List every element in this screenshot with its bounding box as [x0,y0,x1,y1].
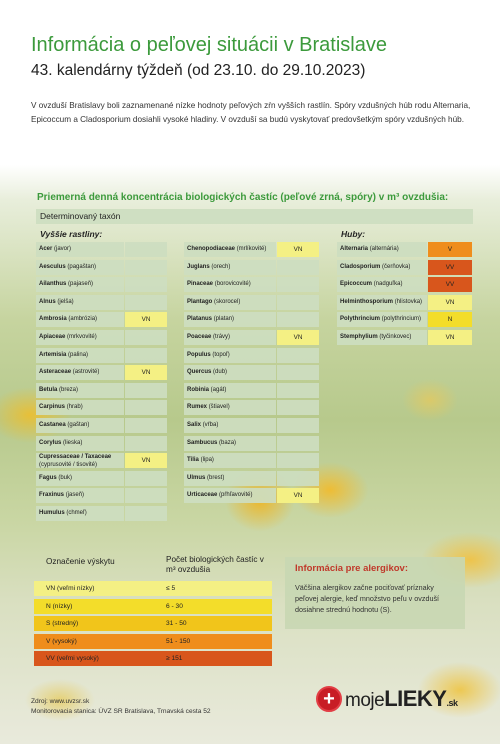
taxon-latin-name: Poaceae [187,333,212,340]
taxon-latin-name: Polythrincium [340,316,381,323]
taxon-name-cell [184,365,276,380]
legend-level-label: N (nízky) [46,602,73,610]
taxon-row [184,418,319,433]
concentration-level-cell: VV [428,277,472,292]
taxon-local-name: (mrlíkovité) [236,246,267,252]
taxon-row [184,242,319,257]
taxon-latin-name: Betula [39,386,58,393]
taxon-local-name: (brest) [207,474,225,481]
taxon-name-cell [36,383,124,398]
concentration-level-cell [125,436,167,451]
taxon-row [36,418,167,433]
taxon-row [184,312,319,327]
logo-part-3: .sk [446,698,458,708]
taxon-name-cell [184,330,276,345]
taxon-latin-name: Ambrosia [39,316,67,323]
taxon-name-cell [184,348,276,363]
taxon-name-cell [184,295,276,310]
concentration-level-cell [125,260,167,275]
taxon-row [184,400,319,415]
taxon-latin-name: Helminthosporium [340,298,394,305]
taxon-latin-name: Alnus [39,298,56,305]
taxon-name-cell [36,260,124,275]
taxon-local-name: (ambrózia) [68,316,98,323]
taxon-name-cell [184,400,276,415]
taxon-name-cell [184,260,276,275]
taxon-local-name: (alternária) [369,246,399,252]
concentration-level-cell [277,471,319,486]
logo-part-1: moje [345,690,385,711]
taxon-local-name: (chmeľ) [66,509,87,516]
taxon-name-cell [36,330,124,345]
taxon-local-name: (orech) [211,263,231,270]
table-title: Priemerná denná koncentrácia biologických častíc (peľové zrná, spóry) v m³ ovzdušia: [37,192,449,203]
taxon-local-name: (polythrincium) [381,316,422,323]
taxon-latin-name: Sambucus [187,439,218,446]
mojelieky-logo [316,684,458,714]
taxon-name-cell [36,471,124,486]
taxon-row [36,242,167,257]
taxon-row [184,260,319,275]
taxon-local-name: (štiavel) [208,404,230,411]
concentration-level-cell: VN [428,330,472,345]
taxon-name-cell [337,295,427,310]
taxon-row [36,330,167,345]
taxon-latin-name: Cladosporium [340,263,381,270]
taxon-latin-name: Fraxinus [39,492,65,499]
concentration-level-cell [277,348,319,363]
taxon-name-cell [36,295,124,310]
taxon-local-name: (borovicovité) [214,281,251,288]
legend-header-label: Označenie výskytu [46,557,115,566]
taxon-name-cell [36,277,124,292]
medical-cross-icon: + [316,686,342,712]
taxon-row [184,277,319,292]
legend-row [34,581,272,596]
taxon-latin-name: Chenopodiaceae [187,246,236,252]
concentration-level-cell [277,453,319,468]
taxon-latin-name: Apiaceae [39,333,66,340]
taxon-row [184,383,319,398]
concentration-level-cell [125,330,167,345]
page-title: Informácia o peľovej situácii v Bratislave [31,34,387,56]
taxon-latin-name: Cupressaceae / Taxaceae [39,454,112,461]
taxon-row [337,295,472,310]
taxon-name-cell [36,453,124,468]
group-heading-fungi: Huby: [341,229,366,239]
concentration-level-cell [277,312,319,327]
concentration-level-cell [125,242,167,257]
taxon-latin-name: Epicoccum [340,281,373,288]
taxon-row [36,488,167,503]
concentration-level-cell: VV [428,260,472,275]
taxon-latin-name: Salix [187,421,202,428]
taxon-latin-name: Artemisia [39,351,67,358]
concentration-level-cell: VN [125,312,167,327]
taxon-name-cell [184,453,276,468]
taxon-latin-name: Corylus [39,439,62,446]
taxon-name-cell [337,312,427,327]
taxon-name-cell [184,383,276,398]
allergy-info-text: Väčšina alergikov začne pociťovať príznaky peľovej alergie, keď množstvo peľu v ovzduší dosiahne strednú hodnotu (S). [295,583,440,614]
taxon-local-name: (mrkvovité) [67,333,97,340]
taxon-name-cell [184,436,276,451]
taxon-local-name: (pagaštan) [67,263,97,270]
taxon-name-cell [337,260,427,275]
taxon-latin-name: Carpinus [39,404,66,411]
source-line: Zdroj: www.uvzsr.sk [31,698,90,705]
taxon-latin-name: Stemphylium [340,333,378,340]
concentration-level-cell: VN [277,330,319,345]
legend-level-label: VN (veľmi nízky) [46,585,95,592]
taxon-name-cell [184,312,276,327]
taxon-name-cell [36,400,124,415]
group-heading-plants: Vyššie rastliny: [40,229,103,239]
taxon-latin-name: Plantago [187,298,213,305]
taxon-local-name: (javor) [54,246,72,252]
legend-row [34,651,272,666]
legend-rows [34,581,272,666]
legend-row [34,599,272,614]
taxon-column-fungi [337,242,472,348]
legend-row [34,634,272,649]
taxon-row [36,453,167,468]
taxon-latin-name: Populus [187,351,211,358]
concentration-level-cell [277,365,319,380]
taxon-row [184,488,319,503]
taxon-local-name: (čerňovka) [382,263,411,270]
concentration-level-cell: VN [277,488,319,503]
taxon-row [36,295,167,310]
taxon-row [36,383,167,398]
concentration-level-cell [277,400,319,415]
taxon-name-cell [337,330,427,345]
taxon-column-plants-2 [184,242,319,506]
taxon-row [337,260,472,275]
taxon-row [184,295,319,310]
concentration-level-cell [125,488,167,503]
legend-level-range: 6 - 30 [166,602,183,610]
concentration-level-cell [277,295,319,310]
taxon-row [36,471,167,486]
taxon-name-cell [184,488,276,503]
logo-part-2: LIEKY [384,686,447,711]
taxon-local-name: (dub) [213,369,228,376]
taxon-latin-name: Platanus [187,316,213,323]
taxon-row [36,506,167,521]
taxon-latin-name: Ailanthus [39,281,67,288]
legend-level-range: 31 - 50 [166,620,187,628]
concentration-level-cell: VN [277,242,319,257]
taxon-local-name: (gaštan) [67,421,90,428]
taxon-name-cell [184,242,276,257]
legend-level-range: ≤ 5 [166,585,176,592]
taxon-latin-name: Quercus [187,369,212,376]
taxon-row [337,330,472,345]
taxon-row [36,277,167,292]
taxon-row [36,260,167,275]
taxon-row [184,471,319,486]
legend-level-label: S (stredný) [46,620,79,628]
logo-wordmark [345,686,458,712]
taxon-row [337,277,472,292]
taxon-latin-name: Ulmus [187,474,206,481]
taxon-latin-name: Juglans [187,263,210,270]
taxon-local-name: (trávy) [213,333,231,340]
concentration-level-cell [125,400,167,415]
taxon-latin-name: Aesculus [39,263,66,270]
concentration-level-cell [125,277,167,292]
taxon-local-name: (pajaseň) [68,281,94,288]
concentration-level-cell: VN [125,453,167,468]
taxon-row [36,436,167,451]
taxon-local-name: (jaseň) [65,492,85,499]
taxon-local-name: (vŕba) [202,421,219,428]
taxon-latin-name: Humulus [39,509,65,516]
concentration-level-cell: VN [428,295,472,310]
taxon-latin-name: Robinia [187,386,209,393]
taxon-local-name: (baza) [219,439,237,446]
legend-header-count: Počet biologických častíc v m³ ovzdušia [166,555,264,574]
taxon-local-name: (breza) [59,386,79,393]
concentration-level-cell [277,277,319,292]
taxon-latin-name: Fagus [39,474,57,481]
taxon-local-name: (lieska) [63,439,83,446]
concentration-level-cell [125,418,167,433]
taxon-local-name: (hrab) [66,404,83,411]
legend-level-label: VV (veľmi vysoký) [46,655,99,663]
taxon-local-name: (astrovité) [72,369,100,376]
legend-level-range: ≥ 151 [166,655,183,663]
taxon-name-cell [36,418,124,433]
taxon-name-cell [184,471,276,486]
legend-header [34,551,272,581]
legend-table [34,551,272,669]
taxon-latin-name: Pinaceae [187,281,214,288]
taxon-local-name: (platan) [213,316,235,323]
taxon-name-cell [36,506,124,521]
taxon-name-cell [36,488,124,503]
taxon-name-cell [36,348,124,363]
taxon-row [184,330,319,345]
concentration-level-cell: VN [125,365,167,380]
taxon-local-name: (palina) [68,351,89,358]
concentration-level-cell: N [428,312,472,327]
taxon-latin-name: Castanea [39,421,66,428]
taxon-name-cell [337,242,427,257]
taxon-name-cell [184,277,276,292]
taxon-local-name: (pŕhľavovité) [219,492,253,499]
legend-level-label: V (vysoký) [46,637,77,645]
legend-level-range: 51 - 150 [166,637,191,645]
taxon-row [36,312,167,327]
source-info [31,697,211,716]
taxon-row [337,312,472,327]
page-subtitle: 43. kalendárny týždeň (od 23.10. do 29.10.2023) [31,62,366,79]
taxon-row [36,365,167,380]
taxon-local-name: (tyčinkovec) [379,333,412,340]
intro-paragraph: V ovzduší Bratislavy boli zaznamenané nízke hodnoty peľových zŕn vyšších rastlín. Spóry vzdušných húb rodu Alternaria, Epicoccum a Cladosporium dosiahli vysoké hladiny. V ovzduší sa budú vyskytovať predovšetkým spóry vzdušných húb. [31,101,471,124]
concentration-level-cell [277,260,319,275]
concentration-level-cell [125,383,167,398]
taxon-latin-name: Rumex [187,404,208,411]
concentration-level-cell [125,506,167,521]
taxon-row [184,365,319,380]
taxon-name-cell [184,418,276,433]
concentration-level-cell [125,348,167,363]
taxon-name-cell [337,277,427,292]
taxon-row [36,400,167,415]
concentration-level-cell [277,383,319,398]
taxon-local-name: (agát) [210,386,227,393]
taxon-local-name: (buk) [58,474,73,481]
taxon-local-name: (hlistovka) [394,298,423,305]
concentration-level-cell [125,295,167,310]
taxon-local-name: (skorocel) [214,298,241,305]
taxon-latin-name: Asteraceae [39,369,72,376]
taxon-local-name: (nadguľka) [373,281,403,288]
station-line: Monitorovacia stanica: ÚVZ SR Bratislava, Trnavská cesta 52 [31,707,211,715]
concentration-level-cell [277,418,319,433]
taxon-local-name: (jelša) [57,298,74,305]
taxon-latin-name: Tilia [187,457,199,464]
legend-row [34,616,272,631]
taxon-row [184,453,319,468]
taxon-name-cell [36,436,124,451]
concentration-level-cell [125,471,167,486]
taxon-row [337,242,472,257]
concentration-level-cell [277,436,319,451]
taxon-name-cell [36,242,124,257]
taxon-local-name: (topoľ) [212,351,230,358]
taxon-latin-name: Urticaceae [187,492,218,499]
taxon-latin-name: Acer [39,246,53,252]
taxon-name-cell [36,312,124,327]
taxon-column-plants-1 [36,242,167,524]
taxon-name-cell [36,365,124,380]
taxon-row [184,436,319,451]
taxon-row [36,348,167,363]
allergy-info-box [285,557,465,629]
allergy-info-title: Informácia pre alergikov: [295,563,408,574]
taxon-local-name: (cyprusovité / tisovité) [39,461,98,468]
taxon-row [184,348,319,363]
determined-taxon-header: Determinovaný taxón [36,209,473,224]
taxon-latin-name: Alternaria [340,246,369,252]
taxon-local-name: (lipa) [200,457,214,464]
concentration-level-cell: V [428,242,472,257]
